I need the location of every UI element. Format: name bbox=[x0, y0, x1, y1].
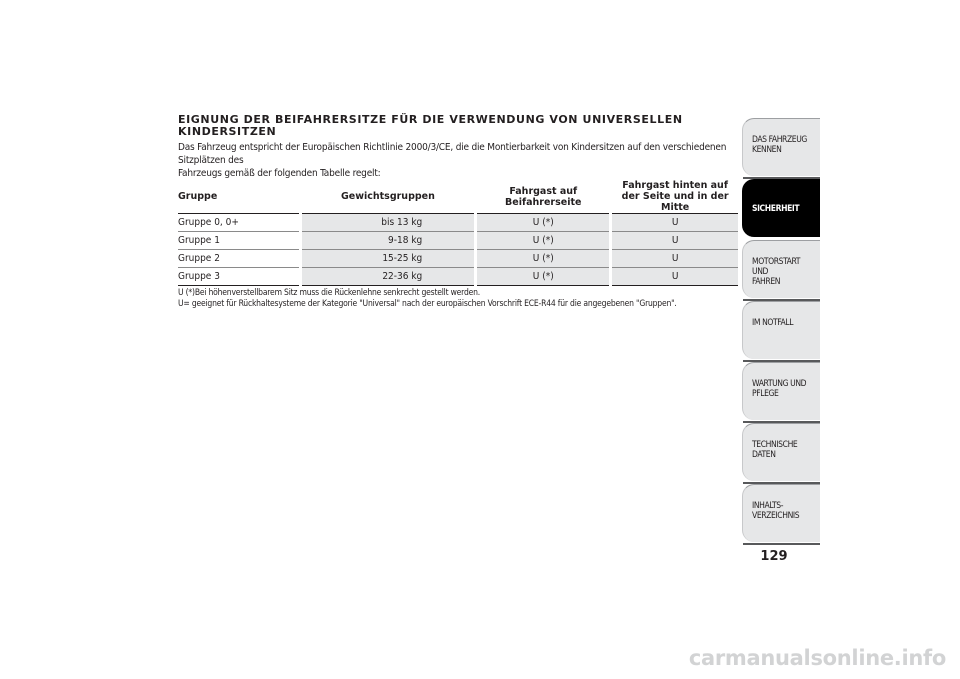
tab-label-line: FAHREN bbox=[752, 277, 781, 287]
table-row bbox=[178, 214, 738, 232]
tab-label-line: IM NOTFALL bbox=[752, 318, 794, 328]
cell-hinten: U bbox=[611, 268, 738, 286]
tab-das-fahrzeug-kennen[interactable] bbox=[742, 118, 820, 176]
section-heading bbox=[178, 114, 738, 138]
tab-label-line: DAS FAHRZEUG bbox=[752, 135, 807, 145]
tab-label-line: PFLEGE bbox=[752, 389, 779, 399]
tab-inhaltsverzeichnis[interactable] bbox=[742, 484, 820, 542]
cell-beifahrer: U (*) bbox=[476, 250, 611, 268]
tab-technische-daten[interactable] bbox=[742, 423, 820, 481]
header-hinten: Fahrgast hinten auf der Seite und in der Mitte bbox=[611, 180, 738, 214]
cell-gruppe: Gruppe 3 bbox=[178, 268, 300, 286]
cell-gruppe: Gruppe 2 bbox=[178, 250, 300, 268]
tab-label-line: TECHNISCHE DATEN bbox=[752, 440, 798, 460]
cell-gewicht: 22-36 kg bbox=[300, 268, 476, 286]
tab-label-line: INHALTS- bbox=[752, 501, 784, 511]
cell-gewicht: 9-18 kg bbox=[300, 232, 476, 250]
header-beifahrerseite: Fahrgast auf Beifahrerseite bbox=[476, 180, 611, 214]
section-heading-line-1: EIGNUNG DER BEIFAHRERSITZE FÜR DIE VERWENDUNG VON UNIVERSELLEN bbox=[178, 113, 683, 126]
cell-gruppe: Gruppe 0, 0+ bbox=[178, 214, 300, 232]
table-header-row bbox=[178, 180, 738, 214]
table-row bbox=[178, 250, 738, 268]
tab-im-notfall[interactable] bbox=[742, 301, 820, 359]
page-number: 129 bbox=[760, 549, 788, 564]
watermark: carmanualsonline.info bbox=[688, 646, 946, 670]
intro-line-2: Fahrzeugs gemäß der folgenden Tabelle regelt: bbox=[178, 168, 381, 179]
table-row bbox=[178, 268, 738, 286]
cell-hinten: U bbox=[611, 232, 738, 250]
intro-line-1: Das Fahrzeug entspricht der Europäischen Richtlinie 2000/3/CE, die die Montierbarkeit von Kindersitzen auf den verschiedenen Sitzplätzen des bbox=[178, 142, 727, 166]
cell-beifahrer: U (*) bbox=[476, 214, 611, 232]
tab-label-line: VERZEICHNIS bbox=[752, 511, 800, 521]
tab-motorstart-und-fahren[interactable] bbox=[742, 240, 820, 298]
header-gruppe: Gruppe bbox=[178, 180, 300, 214]
intro-paragraph bbox=[178, 141, 738, 180]
cell-hinten: U bbox=[611, 250, 738, 268]
tab-label-line: KENNEN bbox=[752, 145, 782, 155]
table-row bbox=[178, 232, 738, 250]
chapter-sidebar bbox=[742, 118, 820, 545]
tab-wartung-und-pflege[interactable] bbox=[742, 362, 820, 420]
tab-label-line: WARTUNG UND bbox=[752, 379, 807, 389]
footnote-u: U= geeignet für Rückhaltesysteme der Kategorie "Universal" nach der europäischen Vorschrift ECE-R44 für die angegebenen "Gruppen". bbox=[178, 299, 677, 309]
cell-beifahrer: U (*) bbox=[476, 268, 611, 286]
tab-label-line: MOTORSTART UND bbox=[752, 257, 801, 277]
tab-label-line: SICHERHEIT bbox=[752, 204, 800, 214]
cell-gewicht: 15-25 kg bbox=[300, 250, 476, 268]
header-gewichtsgruppen: Gewichtsgruppen bbox=[300, 180, 476, 214]
footnote-u-star: U (*)Bei höhenverstellbarem Sitz muss die Rückenlehne senkrecht gestellt werden. bbox=[178, 288, 481, 298]
child-seat-table bbox=[178, 180, 738, 286]
table-footnotes bbox=[178, 288, 738, 310]
cell-gewicht: bis 13 kg bbox=[300, 214, 476, 232]
section-heading-line-2: KINDERSITZEN bbox=[178, 125, 277, 138]
cell-gruppe: Gruppe 1 bbox=[178, 232, 300, 250]
cell-beifahrer: U (*) bbox=[476, 232, 611, 250]
cell-hinten: U bbox=[611, 214, 738, 232]
page-content bbox=[178, 114, 738, 310]
tab-sicherheit[interactable] bbox=[742, 179, 820, 237]
